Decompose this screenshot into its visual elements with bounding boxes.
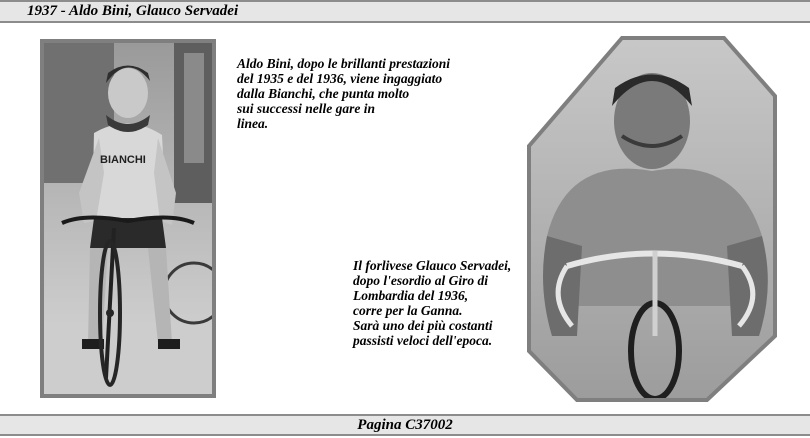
photo-aldo-bini <box>40 39 216 398</box>
page-title: 1937 - Aldo Bini, Glauco Servadei <box>27 3 239 19</box>
caption-glauco-servadei: Il forlivese Glauco Servadei, dopo l'esordio al Giro di Lombardia del 1936, corre per la Ganna. Sarà uno dei più costanti passisti veloci dell'epoca. <box>353 258 512 348</box>
page-header <box>0 0 810 23</box>
jersey-lettering: BIANCHI <box>100 154 146 166</box>
page-footer <box>0 414 810 436</box>
photo-aldo-bini-image <box>44 43 212 394</box>
photo-glauco-servadei-image <box>527 36 777 402</box>
photo-glauco-servadei <box>527 36 777 402</box>
page-number: Pagina C37002 <box>357 417 453 433</box>
caption-aldo-bini: Aldo Bini, dopo le brillanti prestazioni del 1935 e del 1936, viene ingaggiato dalla Bianchi, che punta molto sui successi nelle gare in linea. <box>237 56 451 131</box>
